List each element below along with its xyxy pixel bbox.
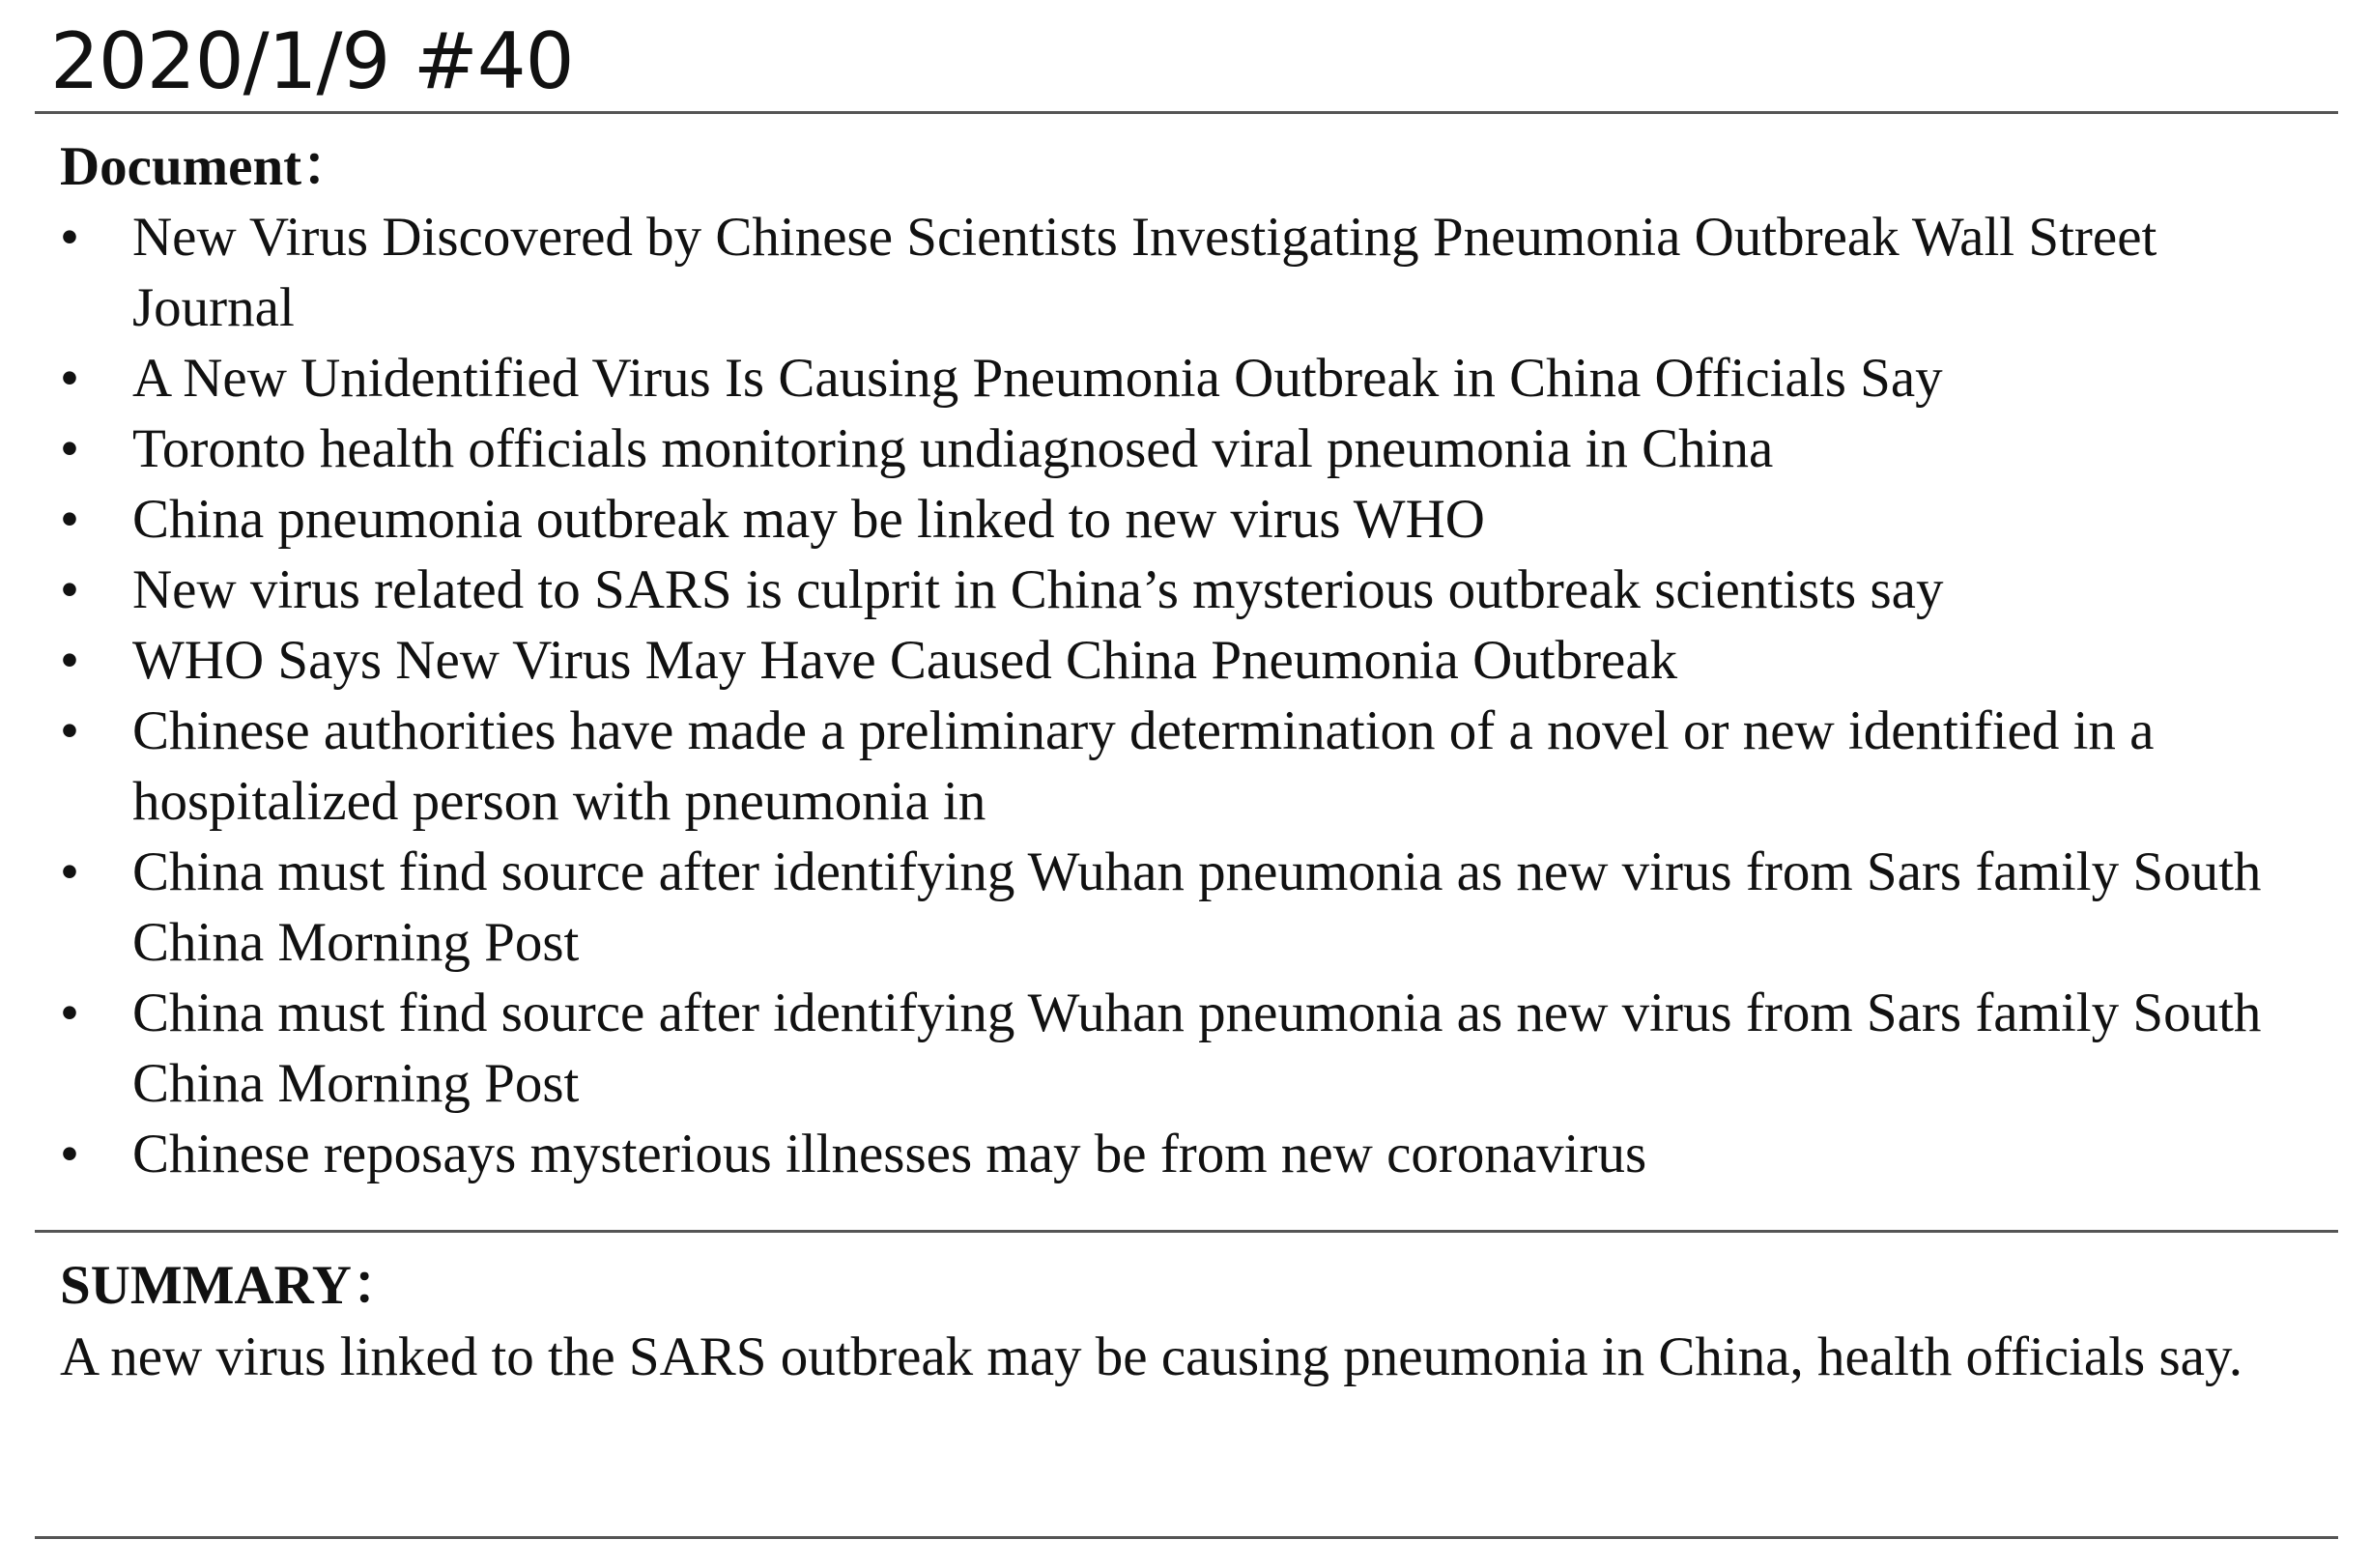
document-item-text: Chinese authorities have made a preliminary determination of a novel or new identified in a hospitalized person with pneumonia in: [132, 700, 2155, 832]
bullet-icon: •: [60, 630, 79, 691]
document-item: [60, 625, 2321, 696]
document-item: [60, 978, 2321, 1119]
bullet-icon: •: [60, 489, 79, 550]
summary-heading: SUMMARY：: [60, 1255, 407, 1316]
document-item-text: China pneumonia outbreak may be linked to new virus WHO: [132, 489, 1485, 550]
bottom-divider: [35, 1536, 2338, 1539]
document-item: [60, 202, 2321, 343]
bullet-icon: •: [60, 983, 79, 1043]
document-item: [60, 555, 2321, 625]
bullet-icon: •: [60, 207, 79, 268]
document-item: [60, 343, 2321, 413]
document-item-text: A New Unidentified Virus Is Causing Pneumonia Outbreak in China Officials Say: [132, 348, 1943, 409]
document-list: [60, 202, 2321, 1189]
section-divider: [35, 1230, 2338, 1233]
document-item-text: China must find source after identifying Wuhan pneumonia as new virus from Sars family South China Morning Post: [132, 983, 2262, 1114]
document-item: [60, 413, 2321, 484]
title-divider: [35, 111, 2338, 114]
document-item: [60, 696, 2321, 837]
document-item-text: New virus related to SARS is culprit in China’s mysterious outbreak scientists say: [132, 559, 1944, 620]
document-item-text: New Virus Discovered by Chinese Scientists Investigating Pneumonia Outbreak Wall Street Journal: [132, 207, 2157, 338]
bullet-icon: •: [60, 559, 79, 620]
bullet-icon: •: [60, 348, 79, 409]
summary-text: A new virus linked to the SARS outbreak may be causing pneumonia in China, health officials say.: [60, 1326, 2243, 1387]
document-item-text: Toronto health officials monitoring undiagnosed viral pneumonia in China: [132, 418, 1774, 479]
document-item: [60, 484, 2321, 555]
page-title: 2020/1/9 #40: [50, 16, 574, 106]
bullet-icon: •: [60, 418, 79, 479]
bullet-icon: •: [60, 841, 79, 902]
document-item: [60, 837, 2321, 978]
document-item-text: WHO Says New Virus May Have Caused China Pneumonia Outbreak: [132, 630, 1678, 691]
document-item-text: Chinese reposays mysterious illnesses may be from new coronavirus: [132, 1124, 1647, 1184]
document-item: [60, 1119, 2321, 1189]
bullet-icon: •: [60, 700, 79, 761]
document-item-text: China must find source after identifying Wuhan pneumonia as new virus from Sars family South China Morning Post: [132, 841, 2262, 973]
document-heading: Document：: [60, 136, 357, 197]
bullet-icon: •: [60, 1124, 79, 1184]
